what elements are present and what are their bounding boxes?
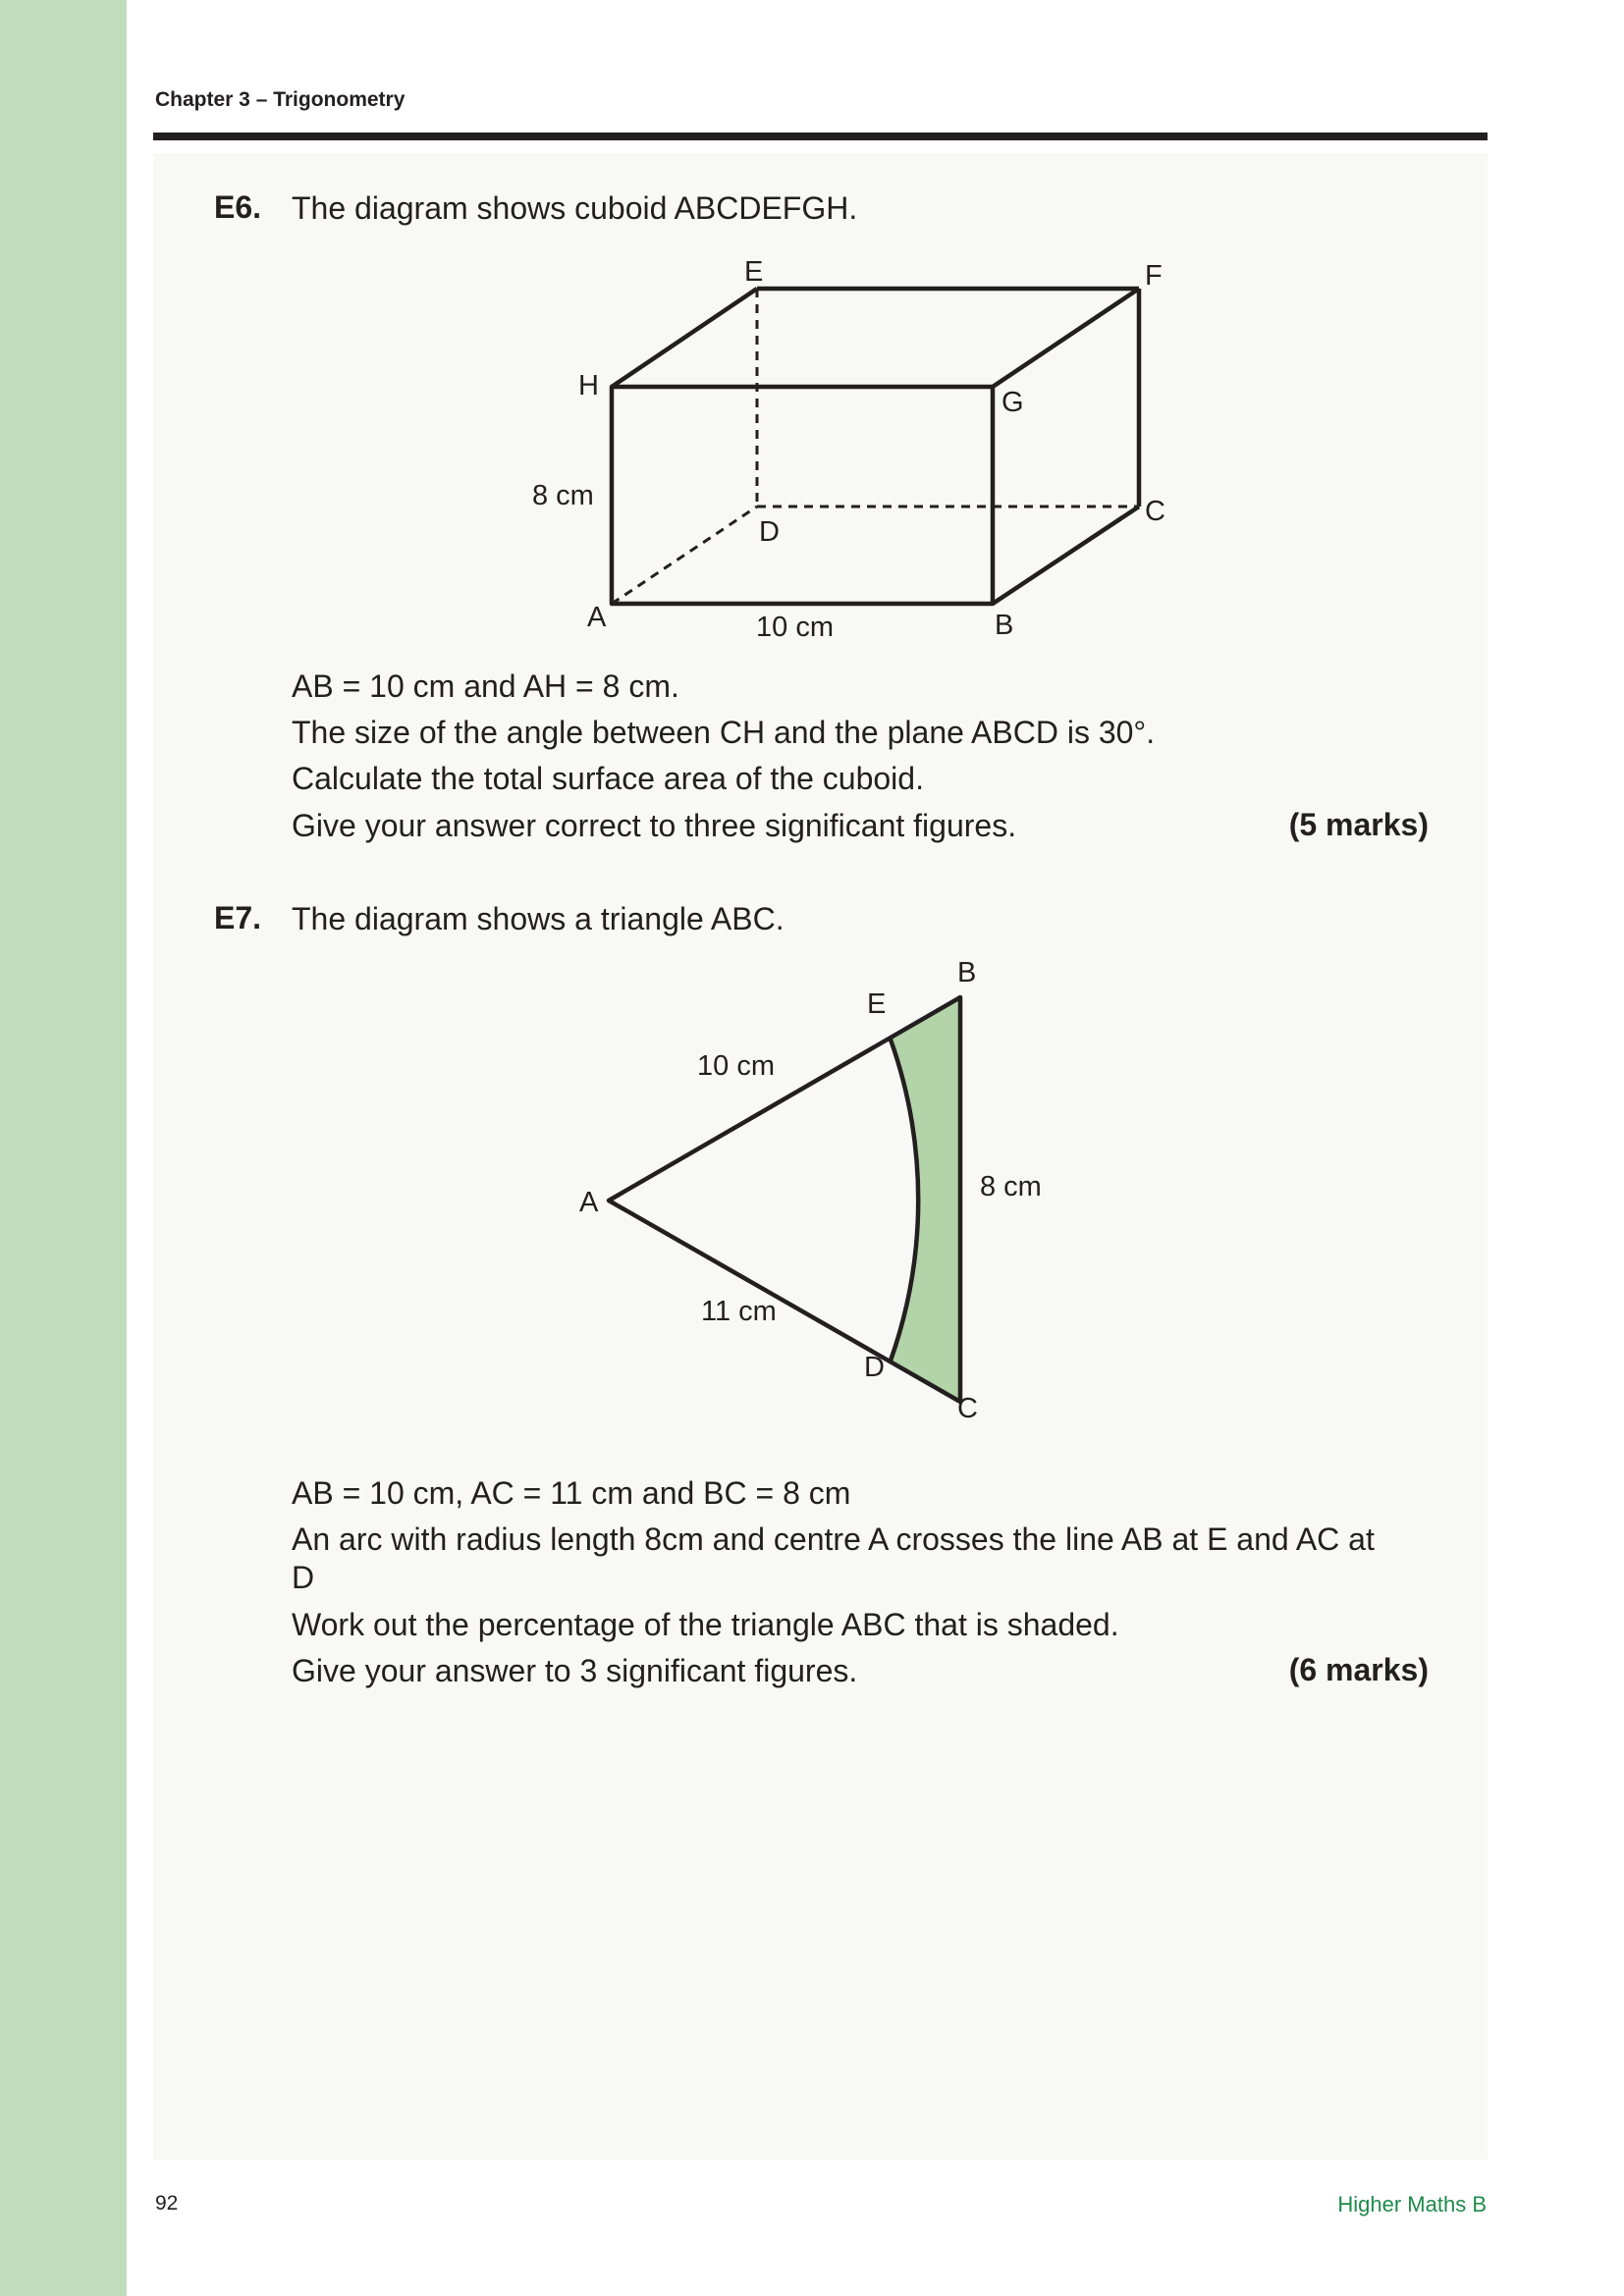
question-e6-line-2: The size of the angle between CH and the plane ABCD is 30°. [292,715,1156,750]
question-e7-intro: The diagram shows a triangle ABC. [292,901,785,936]
vertex-label-b: B [957,957,977,988]
vertex-label-e: E [744,256,764,288]
chapter-title: Chapter 3 – Trigonometry [155,88,406,111]
question-e7-marks: (6 marks) [1288,1652,1429,1687]
vertex-label-f: F [1145,260,1163,292]
question-e6-marks: (5 marks) [1288,807,1429,842]
question-e7-number: E7. [214,900,262,935]
question-e7-line-4: Give your answer to 3 significant figures. [292,1653,858,1688]
question-e6-intro: The diagram shows cuboid ABCDEFGH. [292,190,858,226]
vertex-label-e: E [867,988,887,1020]
vertex-label-d: D [864,1352,885,1383]
length-label-bc: 8 cm [980,1171,1042,1202]
vertex-label-a: A [579,1187,599,1218]
vertex-label-h: H [578,370,599,401]
vertex-label-d: D [759,516,780,548]
length-label-base: 10 cm [756,612,834,643]
vertex-label-a: A [587,602,607,633]
vertex-label-g: G [1001,387,1024,418]
question-e6-line-1: AB = 10 cm and AH = 8 cm. [292,668,679,704]
question-e6-line-3: Calculate the total surface area of the cuboid. [292,761,924,796]
question-e6-line-4: Give your answer correct to three significant figures. [292,808,1017,843]
shaded-region [891,997,960,1402]
question-e7-line-3: Work out the percentage of the triangle ABC that is shaded. [292,1607,1119,1642]
page-number: 92 [155,2192,179,2215]
length-label-height: 8 cm [532,480,594,511]
question-e7-line-1: AB = 10 cm, AC = 11 cm and BC = 8 cm [292,1475,851,1511]
question-e7-line-2: An arc with radius length 8cm and centre A crosses the line AB at E and AC at D [292,1522,1375,1595]
length-label-ab: 10 cm [697,1050,775,1082]
book-title: Higher Maths B [1337,2192,1487,2216]
question-e6-number: E6. [214,189,262,225]
length-label-ac: 11 cm [701,1296,777,1327]
vertex-label-c: C [1145,496,1165,527]
vertex-label-b: B [995,610,1014,641]
vertex-label-c: C [957,1393,978,1424]
